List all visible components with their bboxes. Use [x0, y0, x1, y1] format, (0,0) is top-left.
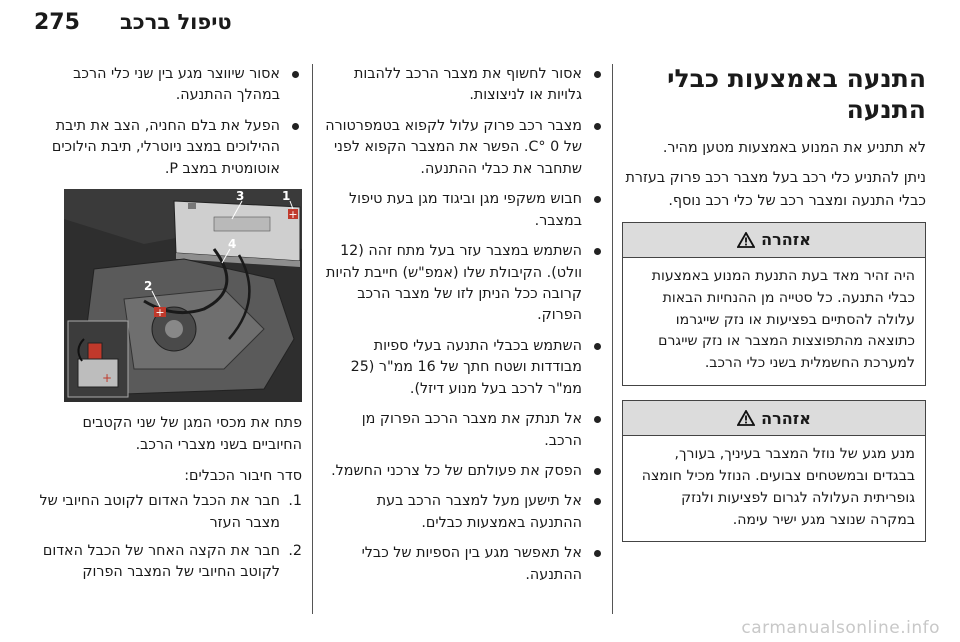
bullet-icon: [594, 248, 601, 255]
warning-header: [623, 223, 925, 258]
step-item: [34, 491, 302, 534]
page-number: 275: [34, 10, 80, 35]
running-title: טיפול ברכב: [120, 10, 232, 34]
list-item: השתמש במצבר עזר בעל מתח זהה (12 וולט). הקיבולת שלו (אמפ"ש) חייבת להיות קרובה ככל הניתן לזו של מצבר הרכב הפרוק.: [322, 241, 604, 327]
figure-callout-1: 1: [282, 189, 291, 204]
list-item: אל תאפשר מגע בין הספיות של כבלי ההתנעה.: [322, 543, 604, 586]
figure-callout-4: 4: [228, 237, 237, 252]
column-jump-start-intro: [622, 64, 926, 612]
intro-paragraph-2: ניתן להתניע כלי רכב בעל מצבר רכב פרוק בעזרת כבלי התנעה ומצבר רכב של כלי רכב נוסף.: [625, 170, 926, 209]
warning-text: מנע מגע של נוזל המצבר בעיניך, בעורך, בבגדים ובמשטחים צבועים. הנוזל מכיל חומצה גופריתית העלולה לגרום לפציעות ולנזק במקרה שנוצר מגע ישיר עימה.: [641, 446, 915, 528]
column-procedure: [34, 64, 302, 612]
list-item: אל תישען מעל למצבר הרכב בעת ההתנעה באמצעות כבלים.: [322, 491, 604, 534]
bullet-icon: [292, 123, 299, 130]
page-header: [0, 0, 960, 56]
bullet-icon: [594, 468, 601, 475]
site-watermark: carmanualsonline.info: [741, 618, 940, 638]
section-heading: התנעה באמצעות כבלי התנעה: [667, 64, 926, 124]
list-item: השתמש בכבלי התנעה בעלי ספיות מבודדות ושטח חתך של 16 ממ"ר (25 ממ"ר לרכב בעל מנוע דיזל).: [322, 336, 604, 400]
list-item: הפסק את פעולתם של כל צרכני החשמל.: [322, 461, 604, 482]
bullet-icon: [594, 123, 601, 130]
warning-text: היה זהיר מאד בעת התנעת המנוע באמצעות כבלי התנעה. כל סטייה מן ההנחיות הבאות עלולה להסתיים בפציעות או נזק שייגרמו כתוצאה מהתפוצצות המצבר או נזק שייגרם למערכת החשמלית בשני כלי הרכב.: [651, 267, 915, 372]
list-item: אסור שיווצר מגע בין שני כלי הרכב במהלך ההתנעה.: [34, 64, 302, 107]
step-item: [34, 541, 302, 584]
warning-title: אזהרה: [761, 230, 811, 250]
bullet-icon: [594, 550, 601, 557]
battery-jump-diagram: [64, 189, 302, 402]
column-divider: [312, 64, 313, 614]
step-text: חבר את הכבל האדום לקוטב החיובי של מצבר העזר: [39, 493, 280, 531]
step-number: 1.: [288, 493, 302, 510]
intro-paragraph-1: לא תתניע את המנוע באמצעות מטען מהיר.: [662, 140, 926, 156]
column-divider: [612, 64, 613, 614]
safety-bullet-list: [322, 64, 604, 586]
warning-box-explosion: [622, 222, 926, 386]
step-number: 2.: [288, 542, 302, 559]
step-text: חבר את הקצה האחר של הכבל האדום לקוטב החיובי של המצבר הפרוק: [42, 542, 280, 581]
warning-header: [623, 401, 925, 436]
list-item: אסור לחשוף את מצבר הרכב ללהבות גלויות או לניצוצות.: [322, 64, 604, 107]
bullet-icon: [292, 71, 299, 78]
bullet-icon: [594, 416, 601, 423]
warning-box-acid: [622, 400, 926, 542]
engine-bay-battery-figure: [64, 189, 302, 402]
warning-title: אזהרה: [761, 408, 811, 428]
list-item: אל תנתק את מצבר הרכב הפרוק מן הרכב.: [322, 409, 604, 452]
bullet-icon: [594, 196, 601, 203]
sequence-label: סדר חיבור הכבלים:: [184, 467, 302, 484]
bullet-icon: [594, 498, 601, 505]
svg-text:+: +: [288, 208, 298, 222]
list-item: חבוש משקפי מגן וביגוד מגן בעת טיפול במצבר.: [322, 189, 604, 232]
warning-triangle-icon: [737, 232, 755, 248]
svg-text:+: +: [155, 306, 165, 320]
bullet-icon: [594, 343, 601, 350]
list-item: הפעל את בלם החניה, הצב את תיבת ההילוכים במצב ניוטרלי, תיבת הילוכים אוטומטית במצב P.: [34, 116, 302, 180]
figure-caption: פתח את מכסי המגן של שני הקטבים החיוביים בשני מצברי הרכב.: [82, 415, 302, 454]
warning-triangle-icon: [737, 410, 755, 426]
list-item: מצבר רכב פרוק עלול לקפוא בטמפרטורה של 0 °C. הפשר את המצבר הקפוא לפני שתחבר את כבלי ההתנעה.: [322, 116, 604, 180]
terminal-inset: [68, 321, 128, 397]
precaution-bullet-list: [34, 64, 302, 180]
connection-steps: [34, 491, 302, 584]
bullet-icon: [594, 71, 601, 78]
figure-callout-2: 2: [144, 279, 153, 294]
svg-text:+: +: [101, 371, 112, 386]
column-safety-bullets: [322, 64, 604, 612]
figure-callout-3: 3: [236, 189, 245, 204]
